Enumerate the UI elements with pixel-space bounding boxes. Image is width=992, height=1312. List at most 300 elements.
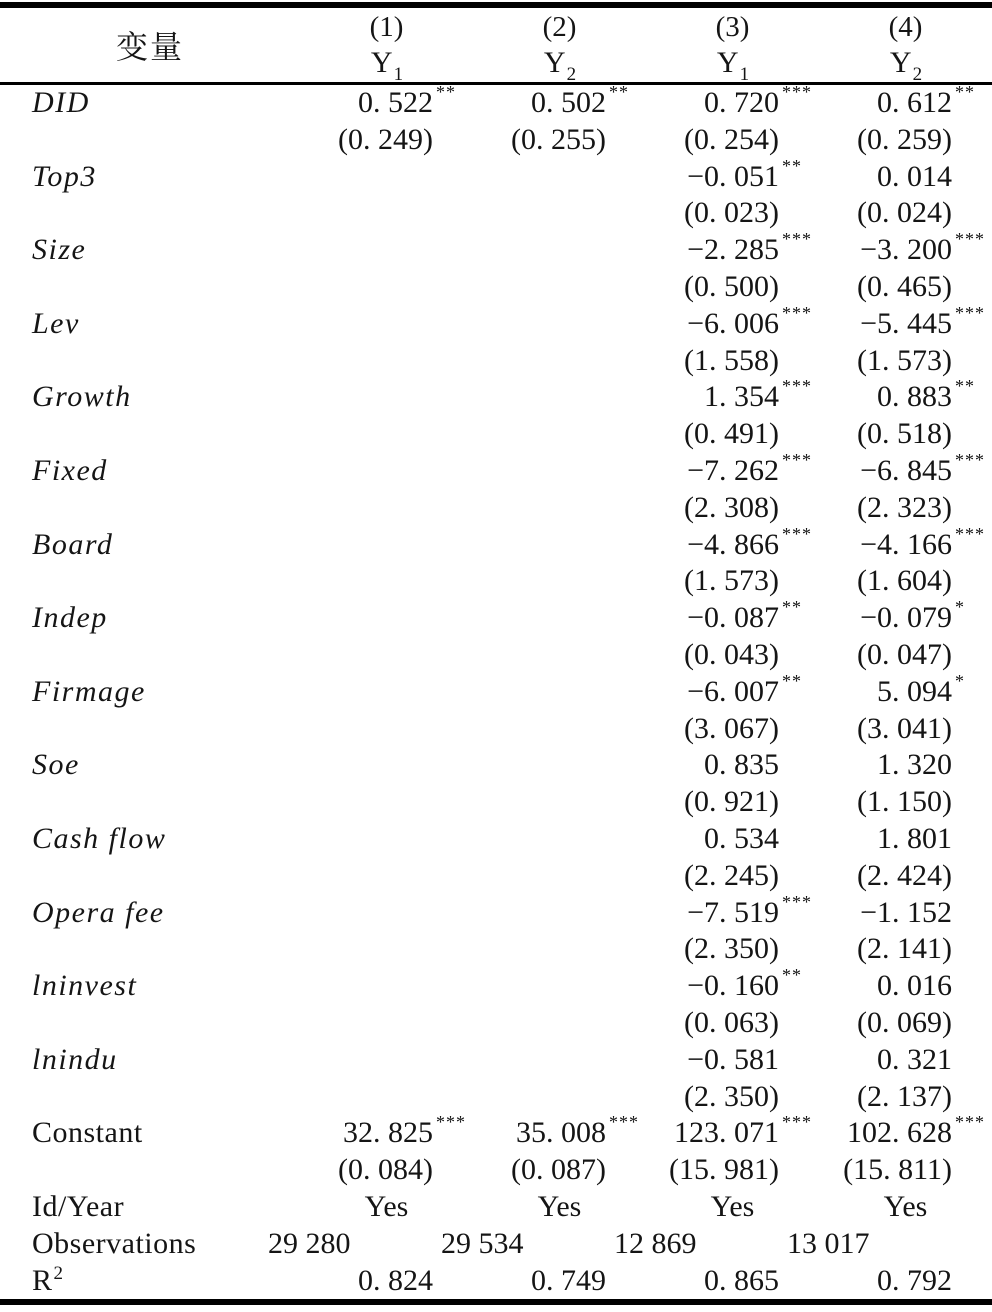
significance-stars (952, 1252, 992, 1289)
dependent-variable-symbol: Y (889, 46, 912, 79)
significance-stars: *** (782, 302, 812, 323)
significance-stars: *** (782, 82, 812, 102)
variable-label (0, 1005, 300, 1042)
significance-stars (433, 258, 473, 295)
cell-value: (0. 921) (684, 785, 779, 819)
significance-stars (433, 368, 473, 405)
significance-stars (952, 700, 992, 737)
cell-value: −0. 160 (687, 969, 779, 1003)
significance-stars (606, 1068, 646, 1105)
significance-stars (952, 626, 992, 663)
significance-stars (779, 847, 819, 884)
value-cell (300, 1263, 473, 1300)
cell-value: (0. 023) (684, 196, 779, 230)
cell-value: (2. 245) (684, 858, 779, 892)
variable-label (0, 306, 300, 343)
cell-value: (2. 141) (857, 932, 952, 966)
significance-stars (952, 258, 992, 295)
significance-stars: ** (782, 670, 802, 691)
cell-value: (0. 254) (684, 122, 779, 156)
variable-label (0, 232, 300, 269)
significance-stars: *** (782, 376, 812, 397)
significance-stars (779, 1141, 819, 1178)
significance-stars (606, 1141, 646, 1178)
cell-value: (3. 041) (857, 711, 952, 745)
cell-value: (1. 604) (857, 564, 952, 598)
cell-value: 0. 612 (877, 86, 952, 119)
cell-value: −0. 087 (687, 601, 779, 635)
dependent-variable-symbol: Y (370, 46, 393, 79)
significance-stars (433, 736, 473, 773)
cell-value: 1. 320 (877, 748, 952, 782)
cell-value: (2. 350) (684, 1079, 779, 1113)
value-cell (300, 1189, 473, 1226)
significance-stars (606, 810, 646, 847)
significance-stars (952, 479, 992, 516)
coefficient-row (0, 1112, 992, 1152)
cell-value: −5. 445 (860, 306, 952, 340)
dependent-variable-subscript: 1 (739, 64, 750, 85)
significance-stars (952, 810, 992, 847)
significance-stars (433, 184, 473, 221)
significance-stars (779, 773, 819, 810)
model-number: (3) (715, 11, 750, 43)
coefficient-row (0, 821, 992, 858)
column-header (300, 8, 473, 85)
variable-label (0, 1263, 300, 1300)
significance-stars (433, 920, 473, 957)
standard-error-row (0, 858, 992, 895)
significance-stars (606, 184, 646, 221)
significance-stars (433, 1141, 473, 1178)
cell-value: (15. 811) (843, 1153, 952, 1187)
significance-stars (606, 773, 646, 810)
significance-stars (433, 111, 473, 148)
significance-stars (779, 626, 819, 663)
significance-stars (952, 111, 992, 148)
significance-stars: ** (955, 82, 975, 102)
significance-stars (433, 773, 473, 810)
significance-stars (779, 700, 819, 737)
cell-value: (2. 323) (857, 490, 952, 524)
significance-stars (606, 1031, 646, 1068)
significance-stars (433, 479, 473, 516)
significance-stars (606, 589, 646, 626)
coefficient-row (0, 82, 992, 122)
significance-stars (779, 111, 819, 148)
significance-stars (779, 1252, 819, 1289)
significance-stars (952, 773, 992, 810)
variable-label-text: Top3 (32, 159, 97, 193)
cell-value: 1. 801 (877, 821, 952, 855)
variable-label (0, 895, 300, 932)
cell-value: (0. 465) (857, 269, 952, 303)
significance-stars (952, 1141, 992, 1178)
significance-stars (433, 221, 473, 258)
cell-value: −0. 079 (860, 601, 952, 635)
coefficient-row (0, 376, 992, 416)
cell-value: −0. 051 (687, 159, 779, 193)
standard-error-row (0, 711, 992, 748)
standard-error-row (0, 931, 992, 968)
cell-value: −4. 166 (860, 527, 952, 561)
variable-label-text: Constant (32, 1116, 143, 1150)
value-cell (646, 1263, 819, 1300)
variable-label (0, 821, 300, 858)
cell-value: (0. 084) (338, 1153, 433, 1187)
significance-stars (952, 884, 992, 921)
coefficient-row (0, 229, 992, 269)
value-cell (300, 1152, 473, 1189)
significance-stars (433, 957, 473, 994)
significance-stars (952, 1031, 992, 1068)
significance-stars (606, 442, 646, 479)
significance-stars (952, 957, 992, 994)
variable-label (0, 416, 300, 453)
value-cell (646, 1189, 819, 1226)
significance-stars (606, 884, 646, 921)
significance-stars: *** (955, 449, 985, 470)
cell-value: 0. 883 (877, 380, 952, 414)
significance-stars: *** (782, 523, 812, 544)
significance-stars: ** (609, 82, 629, 102)
cell-value: −2. 285 (687, 233, 779, 267)
significance-stars (952, 148, 992, 185)
variable-label-superscript: 2 (53, 1262, 64, 1284)
significance-stars: *** (782, 891, 812, 912)
summary-row (0, 1263, 992, 1300)
variable-label (0, 674, 300, 711)
variable-label (0, 453, 300, 490)
variable-label (0, 379, 300, 416)
significance-stars (606, 221, 646, 258)
significance-stars (779, 1068, 819, 1105)
significance-stars (606, 368, 646, 405)
significance-stars (606, 258, 646, 295)
significance-stars (606, 111, 646, 148)
variable-label (0, 747, 300, 784)
cell-value: (0. 043) (684, 637, 779, 671)
variable-label (0, 527, 300, 564)
cell-value: 0. 502 (531, 86, 606, 119)
cell-value: 0. 014 (877, 159, 952, 193)
significance-stars (433, 516, 473, 553)
significance-stars (606, 148, 646, 185)
model-number: (1) (369, 11, 404, 43)
variable-label (0, 122, 300, 159)
cell-value: 32. 825 (343, 1116, 433, 1150)
cell-value: 5. 094 (877, 674, 952, 708)
column-header (819, 8, 992, 85)
significance-stars (433, 1031, 473, 1068)
standard-error-row (0, 195, 992, 232)
cell-value: −6. 007 (687, 674, 779, 708)
significance-stars (433, 884, 473, 921)
variable-label (0, 1189, 300, 1226)
model-number: (4) (888, 11, 923, 43)
cell-value: −3. 200 (860, 233, 952, 267)
significance-stars (779, 332, 819, 369)
variable-label (0, 931, 300, 968)
variable-label (0, 711, 300, 748)
cell-value: 0. 321 (877, 1042, 952, 1076)
table-body (0, 82, 992, 1299)
variable-label-text: Cash flow (32, 821, 167, 855)
significance-stars: * (955, 597, 965, 618)
significance-stars (433, 1252, 473, 1289)
variable-label (0, 637, 300, 674)
variable-label-text: DID (32, 86, 90, 119)
cell-value: (0. 259) (857, 122, 952, 156)
variable-label (0, 563, 300, 600)
cell-value: Yes (537, 1189, 582, 1223)
variable-label (0, 784, 300, 821)
dependent-variable-symbol: Y (716, 46, 739, 79)
variable-label (0, 490, 300, 527)
variable-label-text: Lev (32, 306, 80, 340)
significance-stars (433, 847, 473, 884)
significance-stars (606, 1252, 646, 1289)
cell-value: −7. 519 (687, 895, 779, 929)
variable-label (0, 85, 300, 122)
model-number: (2) (542, 11, 577, 43)
cell-value: 0. 749 (531, 1263, 606, 1297)
variable-label (0, 858, 300, 895)
cell-value: (0. 518) (857, 417, 952, 451)
standard-error-row (0, 1005, 992, 1042)
cell-value: 0. 824 (358, 1263, 433, 1297)
standard-error-row (0, 269, 992, 306)
significance-stars (433, 552, 473, 589)
significance-stars: * (955, 670, 965, 691)
significance-stars: *** (436, 1112, 466, 1133)
coefficient-row (0, 523, 992, 564)
significance-stars (433, 589, 473, 626)
cell-value: 0. 534 (704, 821, 779, 855)
cell-value: (1. 573) (857, 343, 952, 377)
coefficient-row (0, 670, 992, 711)
cell-value: 0. 522 (358, 86, 433, 119)
variable-column-header: 变量 (115, 29, 184, 65)
dependent-variable-subscript: 1 (393, 64, 404, 85)
variable-label-text: Opera fee (32, 895, 165, 929)
cell-value: (2. 308) (684, 490, 779, 524)
variable-label-text: Id/Year (32, 1189, 125, 1223)
cell-value: (0. 491) (684, 417, 779, 451)
cell-value: (0. 047) (857, 637, 952, 671)
significance-stars (606, 700, 646, 737)
cell-value: 0. 720 (704, 86, 779, 119)
significance-stars (606, 626, 646, 663)
column-header (473, 8, 646, 85)
variable-label-text: Soe (32, 748, 80, 782)
cell-value: 35. 008 (516, 1116, 606, 1150)
standard-error-row (0, 343, 992, 380)
cell-value: 13 017 (787, 1226, 870, 1260)
significance-stars (779, 479, 819, 516)
cell-value: 1. 354 (704, 380, 779, 414)
cell-value: (15. 981) (669, 1153, 779, 1187)
significance-stars: ** (782, 155, 802, 176)
cell-value: 12 869 (614, 1226, 697, 1260)
significance-stars (952, 1068, 992, 1105)
significance-stars (433, 1068, 473, 1105)
significance-stars (606, 736, 646, 773)
value-cell (473, 1189, 646, 1226)
significance-stars (433, 295, 473, 332)
cell-value: Yes (364, 1189, 409, 1223)
value-cell (819, 1263, 992, 1300)
significance-stars (952, 847, 992, 884)
variable-label (0, 159, 300, 196)
significance-stars (433, 663, 473, 700)
variable-label (0, 1226, 300, 1263)
significance-stars (433, 994, 473, 1031)
significance-stars (952, 405, 992, 442)
significance-stars (779, 994, 819, 1031)
model-column-headers (300, 8, 992, 85)
significance-stars: *** (955, 523, 985, 544)
coefficient-row (0, 597, 992, 637)
cell-value: 29 280 (268, 1226, 351, 1260)
coefficient-row (0, 302, 992, 343)
coefficient-row (0, 449, 992, 490)
standard-error-row (0, 1152, 992, 1189)
significance-stars (952, 994, 992, 1031)
cell-value: −7. 262 (687, 453, 779, 487)
significance-stars: ** (955, 376, 975, 397)
variable-label (0, 968, 300, 1005)
coefficient-row (0, 155, 992, 196)
table-bottom-rule (0, 1299, 992, 1305)
significance-stars (433, 810, 473, 847)
significance-stars (433, 148, 473, 185)
cell-value: −4. 866 (687, 527, 779, 561)
standard-error-row (0, 563, 992, 600)
significance-stars (779, 405, 819, 442)
cell-value: Yes (710, 1189, 755, 1223)
variable-label (0, 343, 300, 380)
variable-label (0, 1079, 300, 1116)
value-cell (473, 1263, 646, 1300)
cell-value: 0. 865 (704, 1263, 779, 1297)
cell-value: (0. 069) (857, 1005, 952, 1039)
standard-error-row (0, 784, 992, 821)
significance-stars (952, 184, 992, 221)
significance-stars (433, 442, 473, 479)
variable-label-text: Observations (32, 1226, 197, 1260)
significance-stars: *** (955, 302, 985, 323)
significance-stars: *** (955, 229, 985, 250)
coefficient-row (0, 1042, 992, 1079)
cell-value: (0. 063) (684, 1005, 779, 1039)
significance-stars (779, 736, 819, 773)
value-cell (473, 1152, 646, 1189)
significance-stars (606, 516, 646, 553)
significance-stars (952, 920, 992, 957)
standard-error-row (0, 490, 992, 527)
cell-value: (3. 067) (684, 711, 779, 745)
variable-label-text: Size (32, 233, 87, 267)
cell-value: 102. 628 (847, 1116, 952, 1150)
variable-label-text: Indep (32, 601, 108, 635)
cell-value: −1. 152 (860, 895, 952, 929)
value-cell (646, 1152, 819, 1189)
significance-stars (779, 920, 819, 957)
significance-stars (779, 258, 819, 295)
significance-stars (606, 994, 646, 1031)
variable-label (0, 195, 300, 232)
significance-stars (433, 405, 473, 442)
significance-stars (952, 736, 992, 773)
variable-label (0, 1115, 300, 1152)
significance-stars (606, 552, 646, 589)
coefficient-row (0, 891, 992, 932)
significance-stars: ** (782, 965, 802, 986)
significance-stars (433, 626, 473, 663)
cell-value: (1. 150) (857, 785, 952, 819)
significance-stars (779, 184, 819, 221)
significance-stars: *** (782, 229, 812, 250)
standard-error-row (0, 416, 992, 453)
significance-stars: *** (782, 449, 812, 470)
variable-label-text: lninvest (32, 969, 138, 1003)
cell-value: −6. 006 (687, 306, 779, 340)
cell-value: 29 534 (441, 1226, 524, 1260)
significance-stars (779, 810, 819, 847)
variable-label-text: Fixed (32, 453, 108, 487)
cell-value: (0. 255) (511, 122, 606, 156)
significance-stars (779, 552, 819, 589)
summary-row (0, 1189, 992, 1226)
significance-stars (779, 1031, 819, 1068)
cell-value: (2. 137) (857, 1079, 952, 1113)
variable-label-text: Growth (32, 380, 132, 414)
table-header-row (0, 8, 992, 85)
variable-label (0, 1152, 300, 1189)
significance-stars (606, 405, 646, 442)
dependent-variable-subscript: 2 (912, 64, 923, 85)
cell-value: (0. 087) (511, 1153, 606, 1187)
cell-value: (1. 558) (684, 343, 779, 377)
significance-stars (606, 295, 646, 332)
significance-stars (952, 332, 992, 369)
dependent-variable-subscript: 2 (566, 64, 577, 85)
cell-value: (1. 573) (684, 564, 779, 598)
standard-error-row (0, 637, 992, 674)
standard-error-row (0, 1079, 992, 1116)
significance-stars (952, 552, 992, 589)
cell-value: (0. 024) (857, 196, 952, 230)
significance-stars (606, 663, 646, 700)
summary-row (0, 1226, 992, 1263)
cell-value: −6. 845 (860, 453, 952, 487)
significance-stars (433, 332, 473, 369)
cell-value: 0. 835 (704, 748, 779, 782)
significance-stars: *** (782, 1112, 812, 1133)
significance-stars (606, 920, 646, 957)
column-header (646, 8, 819, 85)
significance-stars: ** (782, 597, 802, 618)
cell-value: 0. 792 (877, 1263, 952, 1297)
cell-value: 0. 016 (877, 969, 952, 1003)
value-cell (819, 1152, 992, 1189)
variable-label-text: Board (32, 527, 114, 561)
coefficient-row (0, 747, 992, 784)
significance-stars (433, 700, 473, 737)
value-cell (819, 1189, 992, 1226)
significance-stars (606, 332, 646, 369)
